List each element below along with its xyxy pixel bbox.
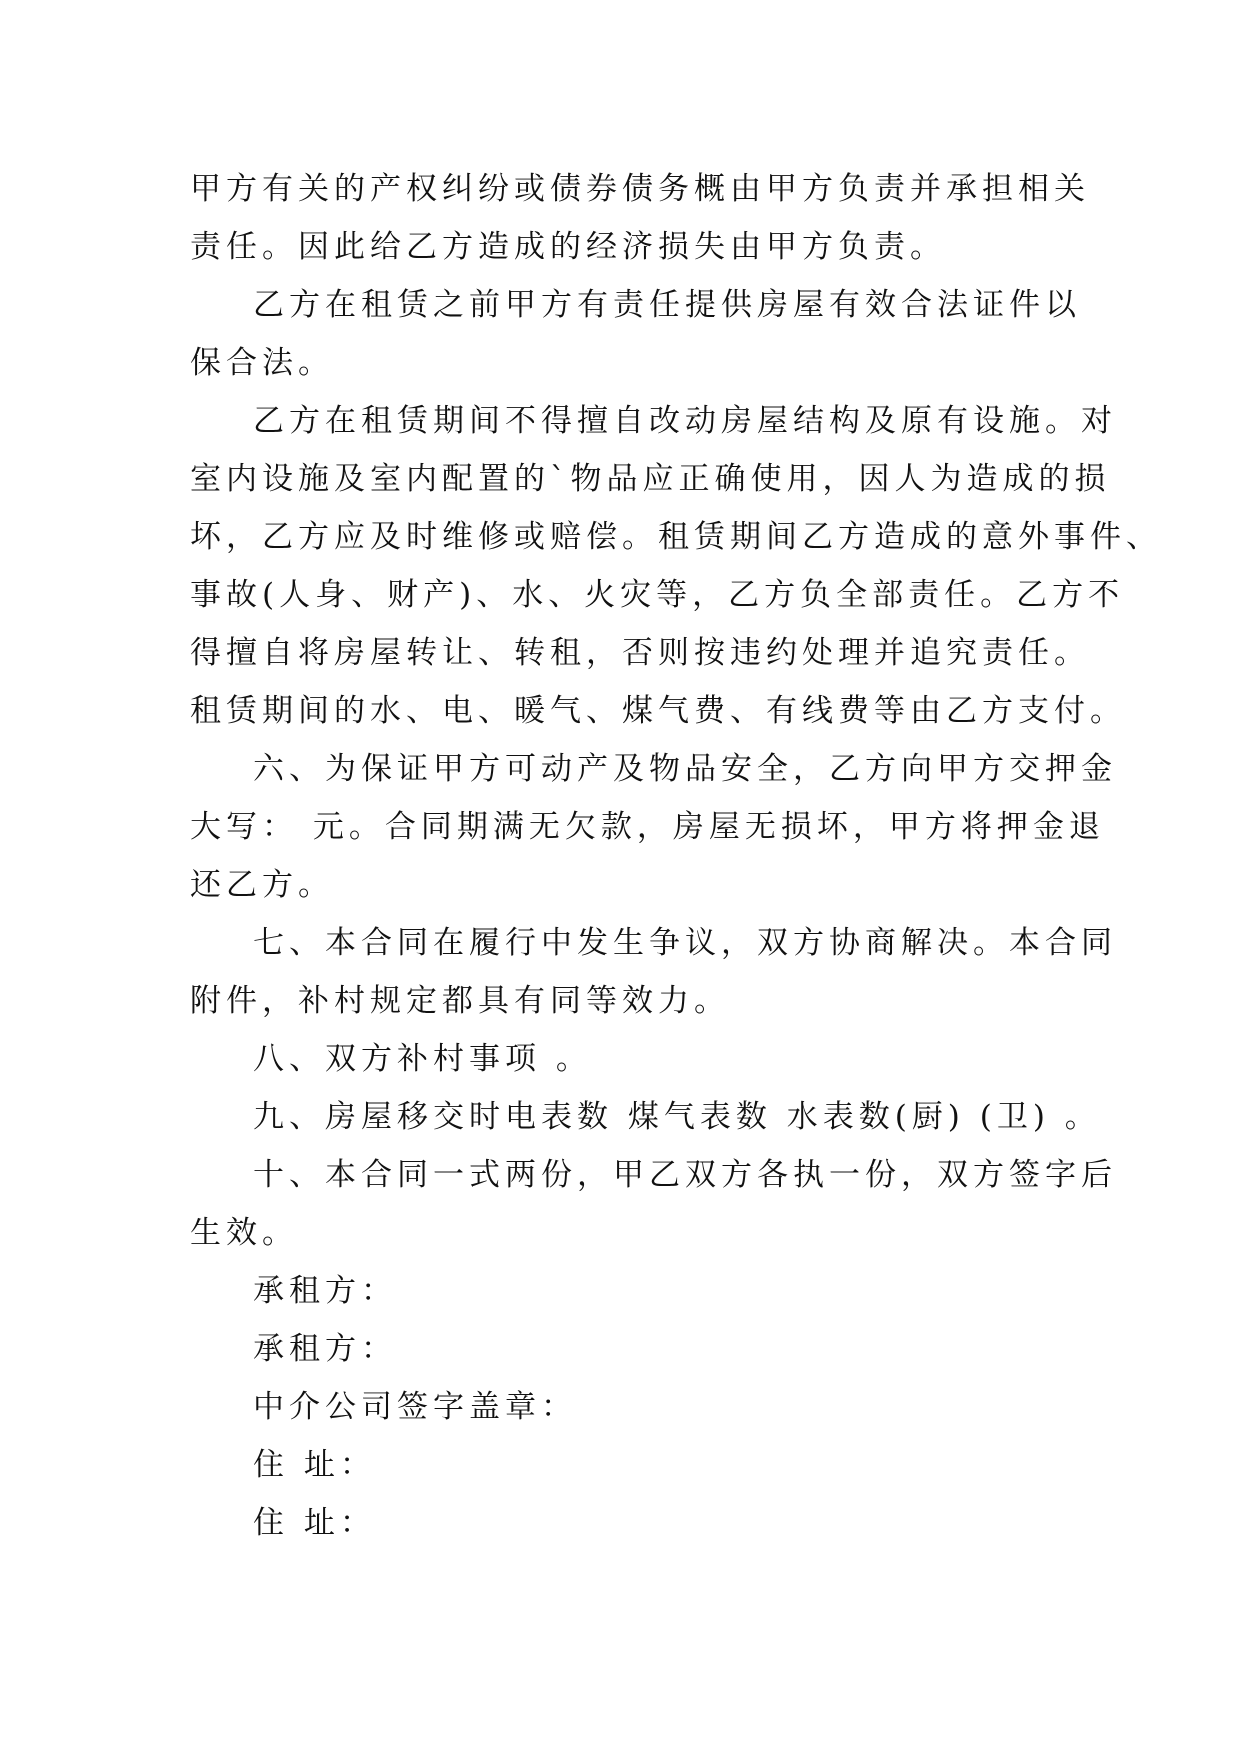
text-line: 八、双方补村事项 。 bbox=[253, 1041, 592, 1077]
signature-label-agency: 中介公司签字盖章： bbox=[253, 1389, 577, 1425]
text-line: 甲方有关的产权纠纷或债券债务概由甲方负责并承担相关 bbox=[190, 171, 1090, 207]
text-line: 得擅自将房屋转让、转租，否则按违约处理并追究责任。 bbox=[190, 635, 1090, 671]
text-line: 保合法。 bbox=[190, 345, 334, 381]
text-line: 七、本合同在履行中发生争议，双方协商解决。本合同 bbox=[253, 925, 1117, 961]
address-label: 住 址： bbox=[253, 1447, 376, 1483]
text-line: 租赁期间的水、电、暖气、煤气费、有线费等由乙方支付。 bbox=[190, 693, 1126, 729]
document-body bbox=[190, 160, 1162, 1552]
text-line: 责任。因此给乙方造成的经济损失由甲方负责。 bbox=[190, 229, 946, 265]
text-line: 坏，乙方应及时维修或赔偿。租赁期间乙方造成的意外事件、 bbox=[190, 519, 1162, 555]
text-line: 十、本合同一式两份，甲乙双方各执一份，双方签字后 bbox=[253, 1157, 1117, 1193]
text-line: 大写： 元。合同期满无欠款，房屋无损坏，甲方将押金退 bbox=[190, 809, 1105, 845]
address-label: 住 址： bbox=[253, 1505, 376, 1541]
signature-label-lessee: 承租方： bbox=[253, 1331, 397, 1367]
text-line: 乙方在租赁期间不得擅自改动房屋结构及原有设施。对 bbox=[253, 403, 1117, 439]
text-line: 乙方在租赁之前甲方有责任提供房屋有效合法证件以 bbox=[253, 287, 1081, 323]
text-line: 还乙方。 bbox=[190, 867, 334, 903]
text-line: 九、房屋移交时电表数 煤气表数 水表数(厨) (卫) 。 bbox=[253, 1099, 1101, 1135]
text-line: 生效。 bbox=[190, 1215, 298, 1251]
text-line: 事故(人身、财产)、水、火灾等，乙方负全部责任。乙方不 bbox=[190, 577, 1125, 613]
text-line: 室内设施及室内配置的`物品应正确使用，因人为造成的损 bbox=[190, 461, 1111, 497]
text-line: 六、为保证甲方可动产及物品安全，乙方向甲方交押金 bbox=[253, 751, 1117, 787]
text-line: 附件，补村规定都具有同等效力。 bbox=[190, 983, 730, 1019]
signature-label-lessee: 承租方： bbox=[253, 1273, 397, 1309]
